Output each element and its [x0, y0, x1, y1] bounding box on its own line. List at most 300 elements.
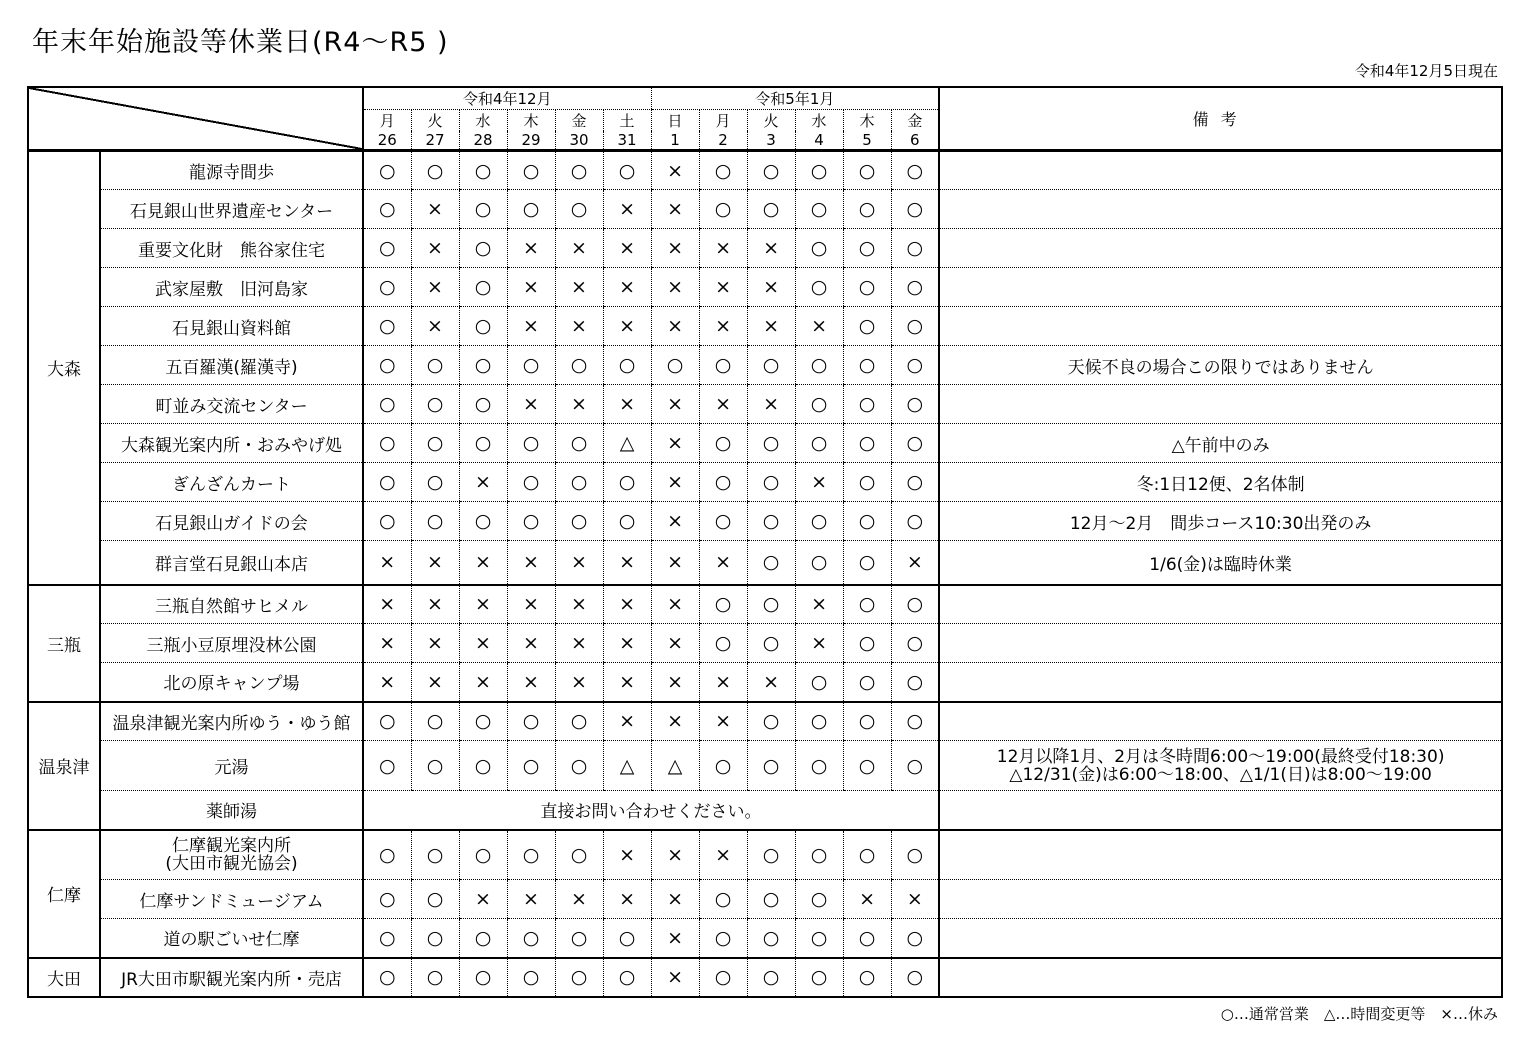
status-cell: ○ [411, 702, 459, 741]
remark-text: 1/6(金)は臨時休業 [1149, 554, 1292, 575]
status-cell: ○ [891, 919, 939, 958]
status-cell: ○ [747, 919, 795, 958]
status-cell: ○ [555, 702, 603, 741]
status-cell: × [555, 229, 603, 268]
status-cell: ○ [507, 190, 555, 229]
status-cell: ○ [795, 268, 843, 307]
status-cell: × [651, 229, 699, 268]
status-cell: ○ [411, 463, 459, 502]
status-cell: × [507, 624, 555, 663]
status-cell: ○ [603, 958, 651, 997]
legend: ○…通常営業 △…時間変更等 ×…休み [1220, 1005, 1498, 1023]
status-cell: ○ [459, 502, 507, 541]
facility-name [100, 741, 363, 791]
status-cell: ○ [699, 190, 747, 229]
status-cell: × [411, 307, 459, 346]
remark-cell [939, 502, 1502, 541]
status-cell: × [651, 502, 699, 541]
status-cell: ○ [603, 346, 651, 385]
facility-name-text: 武家屋敷 旧河島家 [155, 279, 308, 300]
remark-cell [939, 229, 1502, 268]
facility-name [100, 307, 363, 346]
status-cell: ○ [507, 463, 555, 502]
status-cell: ○ [891, 268, 939, 307]
status-cell: × [747, 663, 795, 702]
status-cell: × [459, 880, 507, 919]
facility-name [100, 663, 363, 702]
status-cell: × [651, 663, 699, 702]
status-cell: ○ [459, 307, 507, 346]
status-cell: × [507, 585, 555, 624]
status-cell: ○ [747, 151, 795, 190]
status-cell: ○ [891, 307, 939, 346]
status-cell: ○ [459, 229, 507, 268]
status-cell: ○ [699, 624, 747, 663]
status-cell: × [459, 624, 507, 663]
status-cell: × [411, 624, 459, 663]
status-cell: × [603, 830, 651, 880]
remark-cell [939, 791, 1502, 830]
month-jan: 令和5年1月 [651, 87, 939, 110]
status-cell: ○ [363, 919, 411, 958]
status-cell: × [411, 268, 459, 307]
status-cell: ○ [555, 346, 603, 385]
table-row [28, 702, 1502, 741]
weekday-cell: 土 [603, 110, 651, 132]
facility-name-text: 北の原キャンプ場 [163, 674, 300, 695]
status-cell: × [411, 585, 459, 624]
status-cell: ○ [843, 624, 891, 663]
status-cell: ○ [843, 958, 891, 997]
status-cell: ○ [795, 919, 843, 958]
status-cell: ○ [699, 346, 747, 385]
facility-name [100, 919, 363, 958]
status-cell: ○ [843, 663, 891, 702]
status-cell: ○ [363, 268, 411, 307]
remark-cell [939, 151, 1502, 190]
status-cell: ○ [459, 830, 507, 880]
status-cell: ○ [747, 624, 795, 663]
status-cell: ○ [795, 741, 843, 791]
status-cell: × [747, 385, 795, 424]
status-cell: ○ [699, 151, 747, 190]
month-dec: 令和4年12月 [363, 87, 651, 110]
status-cell: × [555, 307, 603, 346]
status-cell: × [603, 385, 651, 424]
status-cell: × [459, 585, 507, 624]
table-row [28, 791, 1502, 830]
status-cell: ○ [507, 958, 555, 997]
facility-name [100, 190, 363, 229]
status-cell: ○ [363, 702, 411, 741]
status-cell: ○ [795, 151, 843, 190]
weekday-cell: 木 [507, 110, 555, 132]
status-cell: ○ [411, 151, 459, 190]
status-cell: ○ [843, 190, 891, 229]
status-cell: × [843, 880, 891, 919]
facility-name [100, 151, 363, 190]
status-cell: × [747, 268, 795, 307]
date-cell: 2 [699, 131, 747, 151]
status-cell: ○ [747, 502, 795, 541]
table-row [28, 424, 1502, 463]
status-cell: × [603, 702, 651, 741]
status-cell: × [651, 585, 699, 624]
status-cell: ○ [459, 385, 507, 424]
facility-name [100, 424, 363, 463]
date-cell: 27 [411, 131, 459, 151]
status-cell: × [603, 307, 651, 346]
status-cell: ○ [507, 919, 555, 958]
remark-text: 天候不良の場合この限りではありません [1067, 357, 1374, 378]
status-cell: ○ [891, 424, 939, 463]
status-cell: × [651, 702, 699, 741]
status-cell: ○ [363, 229, 411, 268]
status-cell: ○ [795, 830, 843, 880]
status-cell: ○ [555, 741, 603, 791]
status-cell: ○ [459, 151, 507, 190]
facility-name-text: JR大田市駅観光案内所・売店 [121, 969, 342, 990]
status-cell: ○ [747, 830, 795, 880]
status-cell: ○ [363, 502, 411, 541]
status-cell: ○ [795, 385, 843, 424]
date-cell: 1 [651, 131, 699, 151]
status-cell: ○ [411, 958, 459, 997]
status-cell: ○ [603, 919, 651, 958]
status-cell: × [363, 541, 411, 585]
status-cell: ○ [795, 190, 843, 229]
status-cell: ○ [555, 919, 603, 958]
status-cell: ○ [603, 502, 651, 541]
status-cell: ○ [747, 541, 795, 585]
table-row [28, 830, 1502, 880]
status-cell: × [603, 663, 651, 702]
facility-name-text: 大森観光案内所・おみやげ処 [121, 435, 342, 456]
date-cell: 29 [507, 131, 555, 151]
date-cell: 6 [891, 131, 939, 151]
table-row [28, 502, 1502, 541]
status-cell: × [651, 268, 699, 307]
remark-cell [939, 463, 1502, 502]
status-cell: ○ [843, 346, 891, 385]
status-cell: ○ [795, 229, 843, 268]
table-row [28, 541, 1502, 585]
status-cell: ○ [843, 424, 891, 463]
status-cell: × [747, 307, 795, 346]
status-cell: × [411, 541, 459, 585]
status-cell: × [651, 190, 699, 229]
facility-name-text: 温泉津観光案内所ゆう・ゆう館 [112, 713, 351, 734]
status-cell: ○ [747, 741, 795, 791]
status-cell: ○ [747, 463, 795, 502]
facility-name-text: 仁摩サンドミュージアム [139, 891, 324, 912]
status-cell: ○ [699, 880, 747, 919]
status-cell: ○ [795, 880, 843, 919]
status-cell: ○ [363, 307, 411, 346]
facility-name-text: 三瓶自然館サヒメル [155, 596, 308, 617]
date-cell: 26 [363, 131, 411, 151]
remark-cell [939, 307, 1502, 346]
status-cell: × [555, 585, 603, 624]
status-cell: ○ [843, 463, 891, 502]
remark-cell [939, 741, 1502, 791]
status-cell: × [603, 585, 651, 624]
status-cell: ○ [843, 741, 891, 791]
status-cell: ○ [843, 541, 891, 585]
status-cell: × [651, 424, 699, 463]
status-cell: ○ [747, 346, 795, 385]
facility-name-sub: (大田市観光協会) [165, 853, 298, 874]
status-cell: ○ [891, 830, 939, 880]
status-cell: × [363, 663, 411, 702]
status-cell: × [891, 880, 939, 919]
status-cell: ○ [411, 741, 459, 791]
status-cell: ○ [795, 541, 843, 585]
status-cell: ○ [891, 502, 939, 541]
weekday-cell: 月 [699, 110, 747, 132]
remark-cell [939, 424, 1502, 463]
facility-name-text: 道の駅ごいせ仁摩 [163, 930, 300, 951]
status-cell: ○ [363, 424, 411, 463]
status-cell: ○ [699, 919, 747, 958]
weekday-cell: 水 [795, 110, 843, 132]
status-cell: × [699, 541, 747, 585]
facility-name-text: ぎんざんカート [172, 474, 291, 495]
status-cell: ○ [891, 229, 939, 268]
facility-name-text: 元湯 [214, 758, 249, 778]
table-row [28, 151, 1502, 190]
table-row [28, 741, 1502, 791]
status-cell: ○ [843, 307, 891, 346]
status-cell: ○ [411, 385, 459, 424]
status-cell: × [555, 385, 603, 424]
facility-name [100, 585, 363, 624]
status-cell: ○ [363, 463, 411, 502]
remarks-header: 備考 [939, 87, 1502, 151]
status-cell: × [651, 307, 699, 346]
status-cell: ○ [795, 663, 843, 702]
status-cell: ○ [555, 151, 603, 190]
status-cell: ○ [363, 190, 411, 229]
status-cell: ○ [411, 502, 459, 541]
remark-cell [939, 268, 1502, 307]
facility-name-text: 町並み交流センター [155, 396, 308, 417]
status-cell: × [603, 880, 651, 919]
remark-cell [939, 919, 1502, 958]
status-cell: ○ [843, 151, 891, 190]
status-cell: ○ [843, 502, 891, 541]
status-cell: × [603, 541, 651, 585]
table-row [28, 624, 1502, 663]
status-cell: ○ [747, 880, 795, 919]
status-cell: ○ [507, 502, 555, 541]
status-cell: △ [651, 741, 699, 791]
facility-name [100, 541, 363, 585]
status-cell: ○ [555, 424, 603, 463]
status-cell: × [363, 585, 411, 624]
facility-name [100, 385, 363, 424]
facility-name [100, 268, 363, 307]
merged-notice: 直接お問い合わせください。 [363, 791, 939, 830]
status-cell: ○ [555, 830, 603, 880]
status-cell: × [459, 541, 507, 585]
table-body [28, 151, 1502, 997]
status-cell: × [363, 624, 411, 663]
status-cell: ○ [363, 151, 411, 190]
status-cell: × [747, 229, 795, 268]
remark-cell [939, 624, 1502, 663]
status-cell: ○ [363, 830, 411, 880]
status-cell: × [651, 385, 699, 424]
status-cell: ○ [411, 919, 459, 958]
status-cell: ○ [843, 830, 891, 880]
status-cell: × [651, 463, 699, 502]
status-cell: ○ [843, 702, 891, 741]
status-cell: × [795, 463, 843, 502]
status-cell: × [699, 268, 747, 307]
facility-name-text: 石見銀山資料館 [172, 318, 291, 339]
facility-name-text: 薬師湯 [206, 802, 257, 823]
status-cell: × [411, 229, 459, 268]
facility-name-text: 龍源寺間歩 [189, 163, 274, 183]
status-cell: ○ [363, 741, 411, 791]
status-cell: ○ [795, 702, 843, 741]
weekday-cell: 金 [555, 110, 603, 132]
status-cell: × [555, 880, 603, 919]
weekday-cell: 火 [747, 110, 795, 132]
status-cell: ○ [891, 624, 939, 663]
status-cell: ○ [459, 190, 507, 229]
status-cell: ○ [651, 346, 699, 385]
status-cell: ○ [699, 958, 747, 997]
remark-cell [939, 702, 1502, 741]
facility-name [100, 624, 363, 663]
status-cell: ○ [843, 268, 891, 307]
date-cell: 5 [843, 131, 891, 151]
date-cell: 3 [747, 131, 795, 151]
weekday-cell: 金 [891, 110, 939, 132]
date-cell: 4 [795, 131, 843, 151]
status-cell: ○ [891, 151, 939, 190]
status-cell: × [555, 663, 603, 702]
remark-cell [939, 958, 1502, 997]
status-cell: ○ [843, 585, 891, 624]
status-cell: ○ [795, 958, 843, 997]
status-cell: × [411, 190, 459, 229]
weekday-cell: 火 [411, 110, 459, 132]
remark-cell [939, 585, 1502, 624]
status-cell: ○ [747, 958, 795, 997]
status-cell: ○ [459, 958, 507, 997]
status-cell: ○ [459, 424, 507, 463]
status-cell: ○ [507, 346, 555, 385]
status-cell: × [507, 663, 555, 702]
facility-name [100, 702, 363, 741]
status-cell: ○ [363, 958, 411, 997]
status-cell: × [507, 385, 555, 424]
status-cell: × [555, 268, 603, 307]
status-cell: ○ [555, 463, 603, 502]
facility-name [100, 229, 363, 268]
status-cell: × [555, 624, 603, 663]
weekday-cell: 木 [843, 110, 891, 132]
status-cell: × [651, 919, 699, 958]
status-cell: × [555, 541, 603, 585]
status-cell: × [459, 663, 507, 702]
facility-name [100, 830, 363, 880]
status-cell: ○ [795, 502, 843, 541]
status-cell: × [891, 541, 939, 585]
status-cell: × [507, 307, 555, 346]
status-cell: ○ [507, 151, 555, 190]
facility-name-text: 群言堂石見銀山本店 [155, 554, 308, 575]
status-cell: ○ [843, 385, 891, 424]
status-cell: ○ [459, 919, 507, 958]
status-cell: × [603, 624, 651, 663]
area-label: 大田 [28, 958, 100, 997]
status-cell: ○ [459, 702, 507, 741]
status-cell: ○ [747, 702, 795, 741]
remark-cell [939, 880, 1502, 919]
area-label: 温泉津 [28, 702, 100, 830]
status-cell: × [507, 229, 555, 268]
table-row [28, 463, 1502, 502]
status-cell: × [795, 585, 843, 624]
remark-cell [939, 385, 1502, 424]
area-label: 三瓶 [28, 585, 100, 702]
status-cell: × [699, 702, 747, 741]
status-cell: ○ [555, 190, 603, 229]
status-cell: ○ [699, 463, 747, 502]
status-cell: ○ [699, 585, 747, 624]
status-cell: ○ [795, 424, 843, 463]
facility-name [100, 880, 363, 919]
area-label: 大森 [28, 151, 100, 585]
table-row [28, 385, 1502, 424]
status-cell: ○ [555, 958, 603, 997]
status-cell: ○ [411, 424, 459, 463]
remark-cell [939, 830, 1502, 880]
status-cell: ○ [891, 385, 939, 424]
facility-name [100, 346, 363, 385]
table-row [28, 307, 1502, 346]
status-cell: ○ [699, 741, 747, 791]
status-cell: ○ [555, 502, 603, 541]
status-cell: ○ [843, 229, 891, 268]
status-cell: × [603, 229, 651, 268]
facility-name [100, 791, 363, 830]
weekday-cell: 日 [651, 110, 699, 132]
facility-name-text: 石見銀山ガイドの会 [155, 513, 308, 534]
remark-text-2: △12/31(金)は6:00〜18:00、△1/1(日)は8:00〜19:00 [1009, 764, 1432, 785]
table-row [28, 880, 1502, 919]
remark-text: 12月以降1月、2月は冬時間6:00〜19:00(最終受付18:30) [996, 746, 1445, 767]
status-cell: × [651, 541, 699, 585]
status-cell: × [699, 307, 747, 346]
remark-cell [939, 190, 1502, 229]
table-row [28, 585, 1502, 624]
status-cell: ○ [747, 424, 795, 463]
closure-table [27, 86, 1503, 998]
remark-text: △午前中のみ [1171, 435, 1270, 456]
status-cell: ○ [507, 702, 555, 741]
facility-name [100, 502, 363, 541]
header-corner [28, 87, 363, 151]
remark-cell [939, 346, 1502, 385]
status-cell: ○ [507, 741, 555, 791]
status-cell: ○ [699, 502, 747, 541]
remark-text: 冬:1日12便、2名体制 [1136, 474, 1305, 495]
